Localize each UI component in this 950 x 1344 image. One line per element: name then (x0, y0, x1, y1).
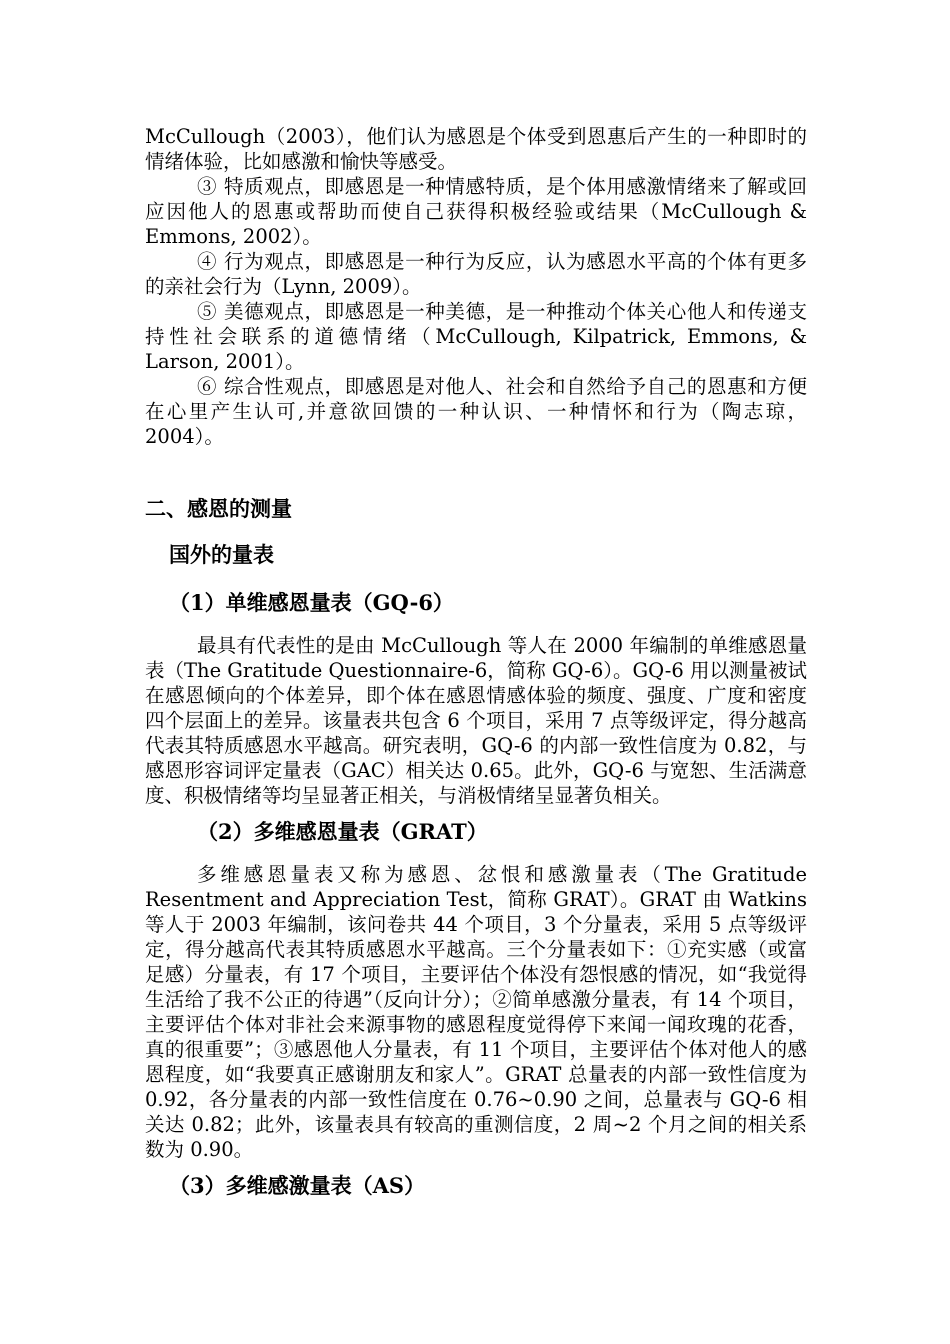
paragraph-grat: 多维感恩量表又称为感恩、忿恨和感激量表（The Gratitude Resentment and Appreciation Test，简称 GRAT）。GRAT 由 Watkins 等人于 2003 年编制，该问卷共 44 个项目，3 个分量表，采用 5 点等级评定，得分越高代表其特质感恩水平越高。三个分量表如下：①充实感（或富足感）分量表，有 17 个项目，主要评估个体没有怨恨感的情况，如“我觉得生活给了我不公正的待遇”（反向计分）；②简单感激分量表，有 14 个项目，主要评估个体对非社会来源事物的感恩程度觉得停下来闻一闻玫瑰的花香，真的很重要”；③感恩他人分量表，有 11 个项目，主要评估个体对他人的感恩程度，如“我要真正感谢朋友和家人”。GRAT 总量表的内部一致性信度为 0.92，各分量表的内部一致性信度在 0.76~0.90 之间，总量表与 GQ-6 相关达 0.82；此外，该量表具有较高的重测信度，2 周~2 个月之间的相关系数为 0.90。 (145, 863, 807, 1161)
paragraph-trait-view: ③ 特质观点，即感恩是一种情感特质，是个体用感激情绪来了解或回应因他人的恩惠或帮助而使自己获得积极经验或结果（McCullough & Emmons, 2002）。 (145, 175, 807, 248)
scale-heading-as: （3）多维感激量表（AS） (169, 1173, 426, 1198)
paragraph-gq6: 最具有代表性的是由 McCullough 等人在 2000 年编制的单维感恩量表（The Gratitude Questionnaire-6，简称 GQ-6）。GQ-6 用以测量被试在感恩倾向的个体差异，即个体在感恩情感体验的频度、强度、广度和密度四个层面上的差异。该量表共包含 6 个项目，采用 7 点等级评定，得分越高代表其特质感恩水平越高。研究表明，GQ-6 的内部一致性信度为 0.82，与感恩形容词评定量表（GAC）相关达 0.65。此外，GQ-6 与宽恕、生活满意度、积极情绪等均呈显著正相关，与消极情绪呈显著负相关。 (145, 634, 807, 807)
scale-heading-gq6: （1）单维感恩量表（GQ-6） (169, 590, 454, 615)
subsection-heading-foreign-scales: 国外的量表 (169, 542, 274, 567)
paragraph-state-view-continued: McCullough（2003），他们认为感恩是个体受到恩惠后产生的一种即时的情绪体验，比如感激和愉快等感受。 (145, 125, 807, 173)
scale-heading-grat: （2）多维感恩量表（GRAT） (197, 819, 488, 844)
section-heading-measurement: 二、感恩的测量 (145, 496, 292, 521)
document-page (145, 124, 807, 1216)
paragraph-behavior-view: ④ 行为观点，即感恩是一种行为反应，认为感恩水平高的个体有更多的亲社会行为（Lynn, 2009）。 (145, 250, 807, 298)
paragraph-integrated-view: ⑥ 综合性观点，即感恩是对他人、社会和自然给予自己的恩惠和方便在心里产生认可,并意欲回馈的一种认识、一种情怀和行为（陶志琼，2004）。 (145, 375, 807, 448)
paragraph-virtue-view: ⑤ 美德观点，即感恩是一种美德，是一种推动个体关心他人和传递支持性社会联系的道德情绪（McCullough, Kilpatrick, Emmons, & Larson, 2001）。 (145, 300, 807, 373)
